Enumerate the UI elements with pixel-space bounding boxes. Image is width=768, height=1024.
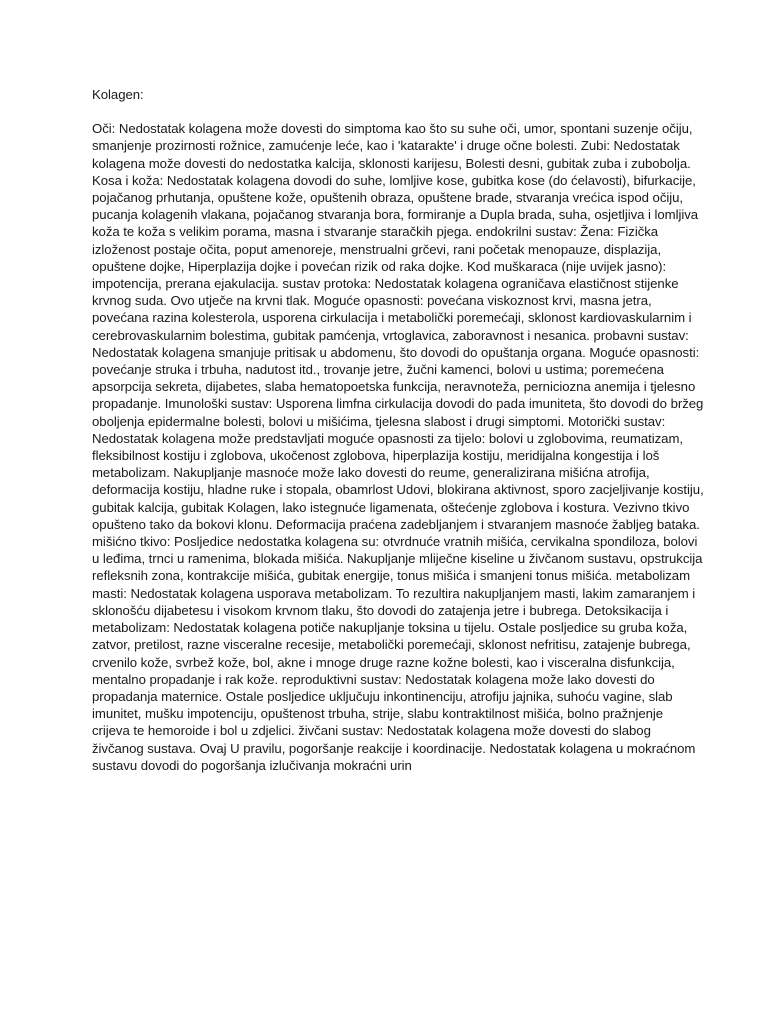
document-title: Kolagen: (92, 87, 144, 102)
document-content (92, 86, 704, 774)
document-body-paragraph: Oči: Nedostatak kolagena može dovesti do simptoma kao što su suhe oči, umor, spontani suzenje očiju, smanjenje prozirnosti rožnice, zamućenje leće, kao i 'katarakte' i druge očne bolesti. Zubi: Nedostatak kolagena može dovesti do nedostatka kalcija, sklonosti karijesu, Bolesti desni, gubitak zuba i zubobolja. Kosa i koža: Nedostatak kolagena dovodi do suhe, lomljive kose, gubitka kose (do ćelavosti), bifurkacije, pojačanog prhutanja, opuštene kože, opuštenih obraza, opuštene brade, stvaranja vrećica ispod očiju, pucanja kolagenih vlakana, pojačanog stvaranja bora, formiranje a Dupla brada, suha, osjetljiva i lomljiva koža te koža s velikim porama, masna i stvaranje staračkih pjega. endokrilni sustav: Žena: Fizička izloženost postaje očita, poput amenoreje, menstrualni grčevi, rani početak menopauze, displazija, opuštene dojke, Hiperplazija dojke i povećan rizik od raka dojke. Kod muškaraca (nije uvijek jasno): impotencija, prerana ejakulacija. sustav protoka: Nedostatak kolagena ograničava elastičnost stijenke krvnog suda. Ovo utječe na krvni tlak. Moguće opasnosti: povećana viskoznost krvi, masna jetra, povećana razina kolesterola, usporena cirkulacija i metabolički poremećaji, sklonost kardiovaskularnim i cerebrovaskularnim bolestima, gubitak pamćenja, vrtoglavica, zaboravnost i nesanica. probavni sustav: Nedostatak kolagena smanjuje pritisak u abdomenu, što dovodi do opuštanja organa. Moguće opasnosti: povećanje struka i trbuha, nadutost itd., trovanje jetre, žučni kamenci, bolovi u ustima; poremećena apsorpcija sekreta, dijabetes, slaba hematopoetska funkcija, neravnoteža, perniciozna anemija i tjelesno propadanje. Imunološki sustav: Usporena limfna cirkulacija dovodi do pada imuniteta, što dovodi do bržeg oboljenja epidermalne bolesti, bolovi u mišićima, tjelesna slabost i drugi simptomi. Motorički sustav: Nedostatak kolagena može predstavljati moguće opasnosti za tijelo: bolovi u zglobovima, reumatizam, fleksibilnost kostiju i zglobova, ukočenost zglobova, hiperplazija kostiju, meridijalna kongestija i loš metabolizam. Nakupljanje masnoće može lako dovesti do reume, generalizirana mišićna atrofija, deformacija kostiju, hladne ruke i stopala, obamrlost Udovi, blokirana aktivnost, sporo zacjeljivanje kostiju, gubitak kalcija, gubitak Kolagen, lako istegnuće ligamenata, oštećenje zglobova i kostura. Vezivno tkivo opušteno tako da bokovi klonu. Deformacija praćena zadebljanjem i stvaranjem masnoće žabljeg bataka. mišićno tkivo: Posljedice nedostatka kolagena su: otvrdnuće vratnih mišića, cervikalna spondiloza, bolovi u leđima, trnci u ramenima, blokada mišića. Nakupljanje mliječne kiseline u živčanom sustavu, opstrukcija refleksnih zona, kontrakcije mišića, gubitak energije, tonus mišića i smanjeni tonus mišića. metabolizam masti: Nedostatak kolagena usporava metabolizam. To rezultira nakupljanjem masti, lakim zamaranjem i sklonošću dijabetesu i visokom krvnom tlaku, što dovodi do zatajenja jetre i bubrega. Detoksikacija i metabolizam: Nedostatak kolagena potiče nakupljanje toksina u tijelu. Ostale posljedice su gruba koža, zatvor, pretilost, razne visceralne recesije, metabolički poremećaji, sklonost nefritisu, zatajenje bubrega, crvenilo kože, svrbež kože, bol, akne i mnoge druge razne kožne bolesti, kao i visceralna disfunkcija, mentalno propadanje i rak kože. reproduktivni sustav: Nedostatak kolagena može lako dovesti do propadanja maternice. Ostale posljedice uključuju inkontinenciju, atrofiju jajnika, suhoću vagine, slab imunitet, mušku impotenciju, opuštenost trbuha, strije, slabu kontraktilnost mišića, bolno pražnjenje crijeva te hemoroide i bol u zdjelici. živčani sustav: Nedostatak kolagena može dovesti do slabog živčanog sustava. Ovaj U pravilu, pogoršanje reakcije i koordinacije. Nedostatak kolagena u mokraćnom sustavu dovodi do pogoršanja izlučivanja mokraćni urin (92, 121, 704, 773)
